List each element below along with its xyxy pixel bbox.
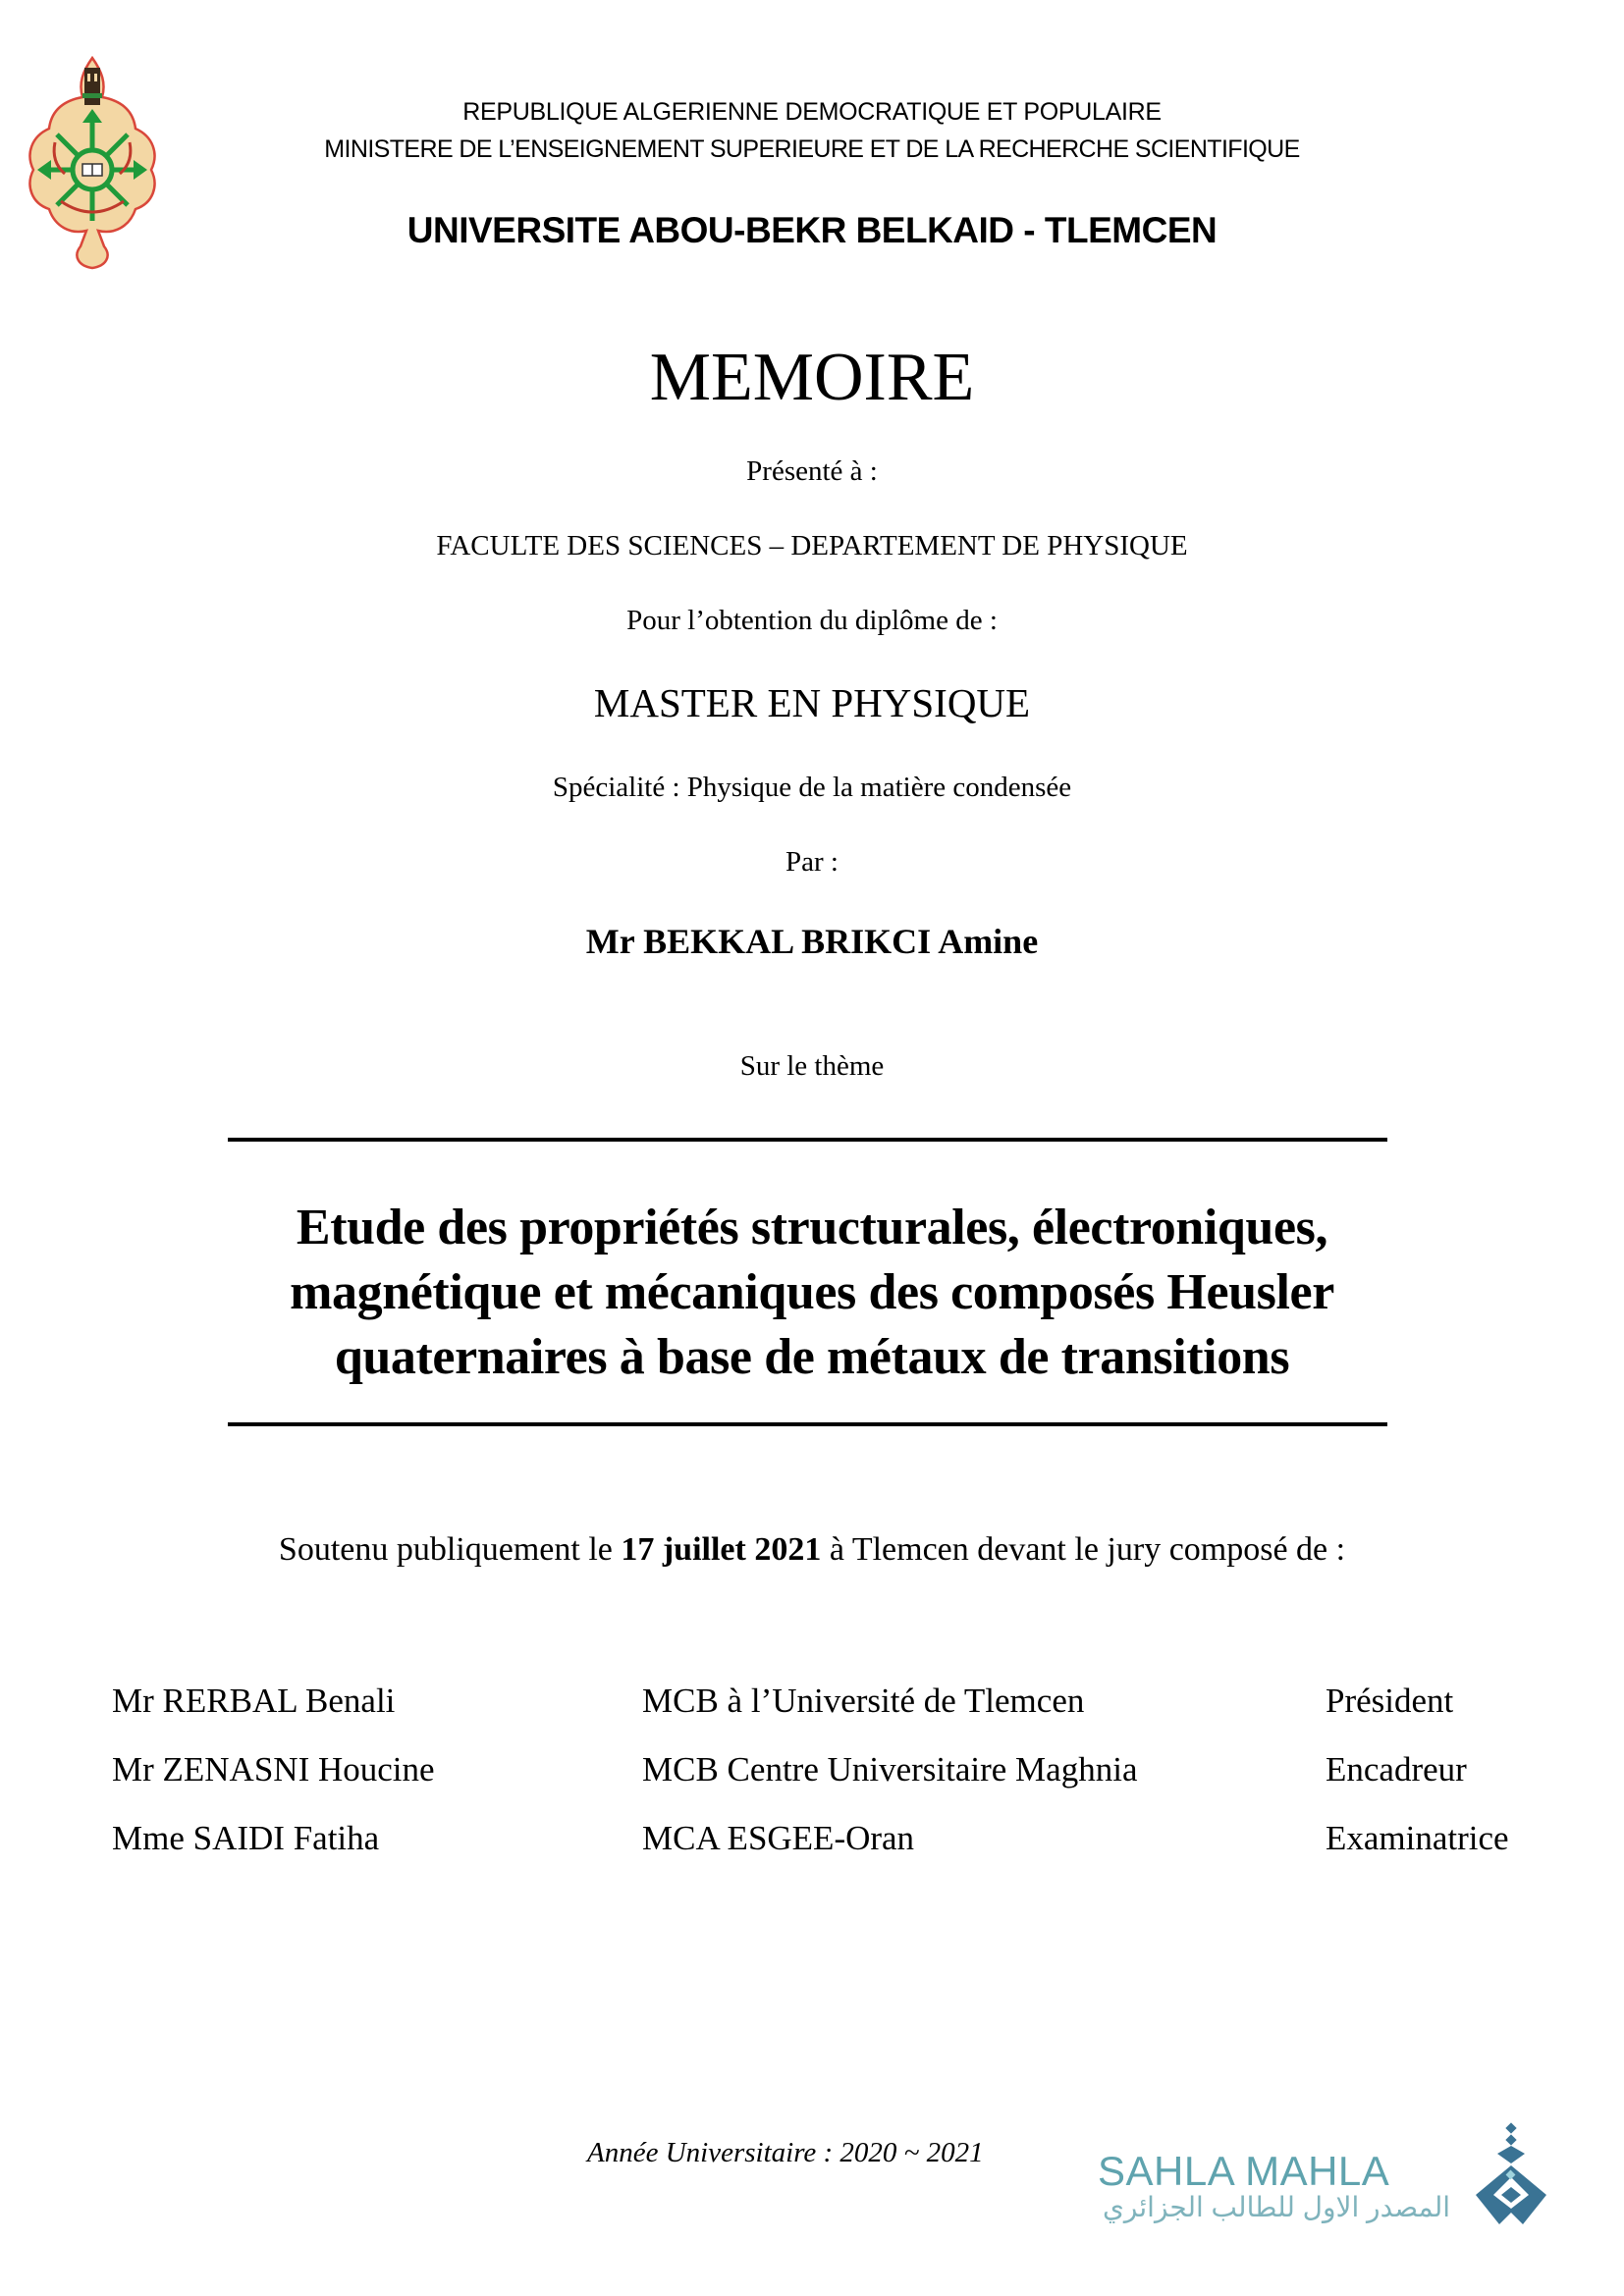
- thesis-title-line: magnétique et mécaniques des composés Heusler: [290, 1264, 1334, 1320]
- jury-member-grade: MCA ESGEE-Oran: [642, 1819, 915, 1857]
- jury-member-grade: MCB Centre Universitaire Maghnia: [642, 1750, 1138, 1789]
- jury-row: [0, 1682, 1624, 1731]
- defense-prefix: Soutenu publiquement le: [278, 1531, 622, 1568]
- jury-member-name: Mme SAIDI Fatiha: [112, 1819, 380, 1857]
- jury-row: [0, 1750, 1624, 1799]
- faculty-name: FACULTE DES SCIENCES – DEPARTEMENT DE PHYSIQUE: [436, 530, 1188, 561]
- document-type: MEMOIRE: [649, 340, 975, 415]
- university-name: UNIVERSITE ABOU-BEKR BELKAID - TLEMCEN: [406, 210, 1218, 250]
- watermark-tagline: المصدر الاول للطالب الجزائري: [1103, 2192, 1451, 2222]
- jury-member-role: Président: [1326, 1682, 1454, 1720]
- jury-member-name: Mr ZENASNI Houcine: [112, 1750, 435, 1789]
- diploma-name: MASTER EN PHYSIQUE: [593, 680, 1031, 725]
- jury-member-role: Examinatrice: [1326, 1819, 1509, 1857]
- title-divider-bottom: [228, 1422, 1387, 1426]
- presented-to-label: Présenté à :: [746, 455, 878, 487]
- title-divider-top: [228, 1138, 1387, 1142]
- jury-member-role: Encadreur: [1326, 1750, 1467, 1789]
- watermark-brand: SAHLA MAHLA: [1098, 2148, 1390, 2194]
- defense-date: 17 juillet 2021: [621, 1531, 822, 1568]
- defense-statement: [0, 1531, 1624, 1569]
- author-name: Mr BEKKAL BRIKCI Amine: [585, 922, 1039, 961]
- thesis-title-line: Etude des propriétés structurales, électroniques,: [296, 1200, 1328, 1255]
- thesis-title: [0, 1196, 1624, 1390]
- jury-member-grade: MCB à l’Université de Tlemcen: [642, 1682, 1085, 1720]
- academic-year: Année Universitaire : 2020 ~ 2021: [587, 2137, 984, 2168]
- speciality: Spécialité : Physique de la matière condensée: [552, 772, 1072, 803]
- ministry-header: MINISTERE DE L’ENSEIGNEMENT SUPERIEURE ET DE LA RECHERCHE SCIENTIFIQUE: [324, 135, 1300, 163]
- theme-label: Sur le thème: [739, 1050, 885, 1082]
- defense-suffix: à Tlemcen devant le jury composé de :: [821, 1531, 1346, 1568]
- thesis-title-line: quaternaires à base de métaux de transitions: [334, 1329, 1290, 1385]
- republic-header: REPUBLIQUE ALGERIENNE DEMOCRATIQUE ET POPULAIRE: [462, 98, 1162, 126]
- by-label: Par :: [785, 846, 839, 878]
- sahla-mahla-logo-icon: [1468, 2122, 1556, 2230]
- jury-row: [0, 1819, 1624, 1868]
- jury-member-name: Mr RERBAL Benali: [112, 1682, 396, 1720]
- diploma-label: Pour l’obtention du diplôme de :: [626, 605, 998, 636]
- sahla-mahla-watermark: [1095, 2130, 1556, 2228]
